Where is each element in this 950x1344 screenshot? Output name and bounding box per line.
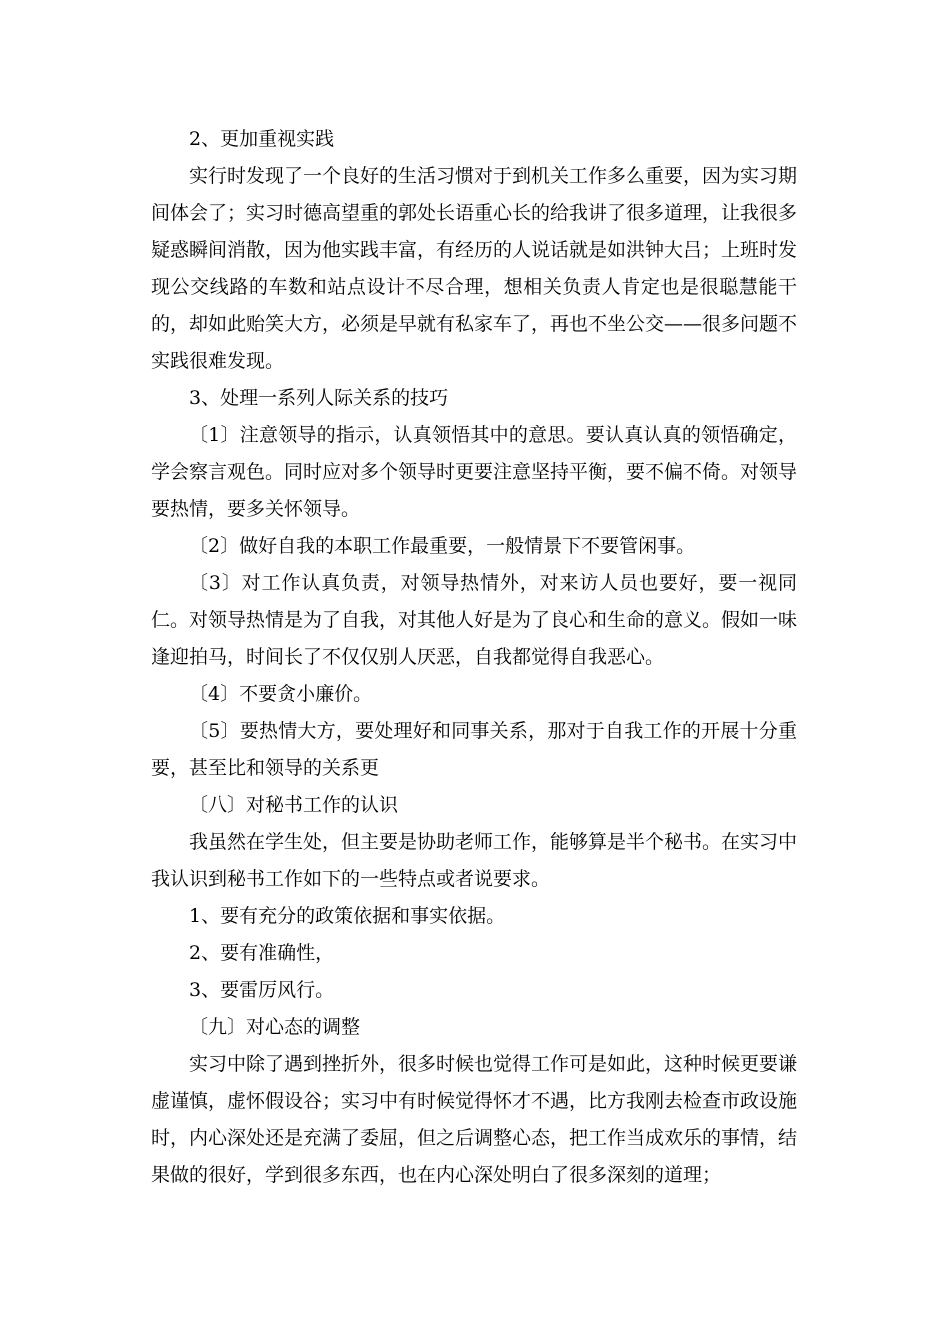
section-heading-practice: 2、更加重视实践: [189, 128, 335, 150]
document-body: [151, 121, 797, 1194]
paragraph-item-5: 〔5〕要热情大方，要处理好和同事关系，那对于自我工作的开展十分重要，甚至比和领导的关系更: [151, 720, 797, 779]
paragraph-item-3: 〔3〕对工作认真负责，对领导热情外，对来访人员也要好，要一视同仁。对领导热情是为了自我，对其他人好是为了良心和生命的意义。假如一味逢迎拍马，时间长了不仅仅别人厌恶，自我都觉得自我恶心。: [151, 572, 798, 668]
section-heading-mindset: 〔九〕对心态的调整: [189, 1016, 361, 1038]
paragraph-item-2: 〔2〕做好自我的本职工作最重要，一般情景下不要管闲事。: [189, 535, 696, 557]
section-heading-secretary: 〔八〕对秘书工作的认识: [189, 794, 399, 816]
paragraph-secretary: 我虽然在学生处，但主要是协助老师工作，能够算是半个秘书。在实习中我认识到秘书工作如下的一些特点或者说要求。: [151, 831, 798, 890]
list-item-accuracy: 2、要有准确性，: [189, 942, 335, 964]
paragraph-item-1: 〔1〕注意领导的指示，认真领悟其中的意思。要认真认真的领悟确定，学会察言观色。同时应对多个领导时更要注意坚持平衡，要不偏不倚。对领导要热情，要多关怀领导。: [151, 424, 798, 520]
section-heading-relationships: 3、处理一系列人际关系的技巧: [189, 387, 449, 409]
list-item-policy: 1、要有充分的政策依据和事实依据。: [189, 905, 506, 927]
paragraph-practice: 实行时发现了一个良好的生活习惯对于到机关工作多么重要，因为实习期间体会了；实习时德高望重的郭处长语重心长的给我讲了很多道理，让我很多疑惑瞬间消散，因为他实践丰富，有经历的人说话就是如洪钟大吕；上班时发现公交线路的车数和站点设计不尽合理，想相关负责人肯定也是很聪慧能干的，却如此贻笑大方，必须是早就有私家车了，再也不坐公交——很多问题不实践很难发现。: [151, 165, 798, 372]
paragraph-item-4: 〔4〕不要贪小廉价。: [189, 683, 373, 705]
list-item-swift: 3、要雷厉风行。: [189, 979, 335, 1001]
paragraph-mindset: 实习中除了遇到挫折外，很多时候也觉得工作可是如此，这种时候更要谦虚谨慎，虚怀假设谷；实习中有时候觉得怀才不遇，比方我刚去检查市政设施时，内心深处还是充满了委屈，但之后调整心态，把工作当成欢乐的事情，结果做的很好，学到很多东西，也在内心深处明白了很多深刻的道理；: [151, 1053, 798, 1186]
